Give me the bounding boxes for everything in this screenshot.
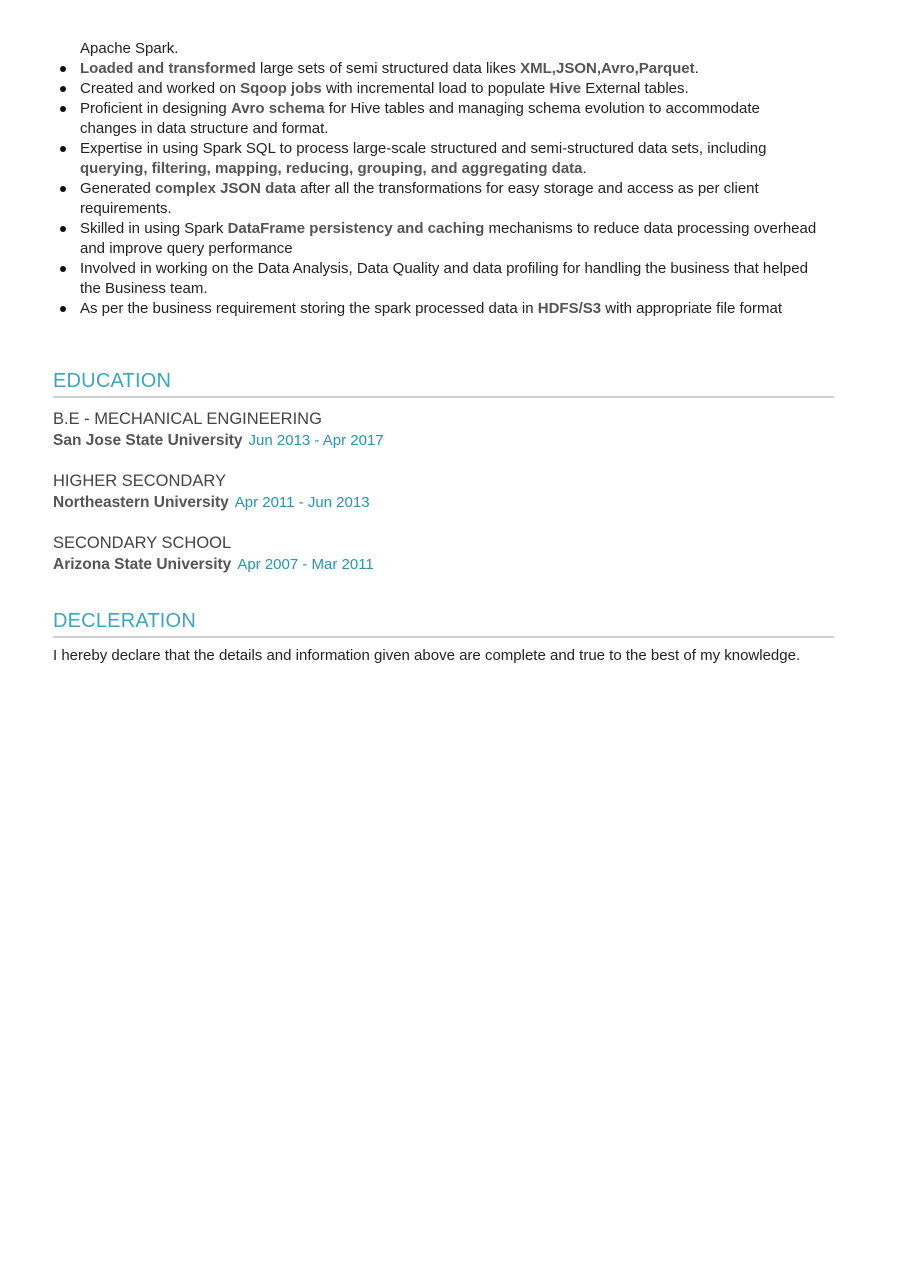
education-entry — [53, 470, 834, 514]
dates: Apr 2011 - Jun 2013 — [234, 494, 370, 511]
section-title: EDUCATION — [53, 368, 834, 398]
bullet-text: with incremental load to populate — [321, 80, 550, 97]
institution: Arizona State University — [53, 556, 232, 573]
bullet-item — [80, 139, 820, 179]
bullet-bold: Hive — [549, 80, 582, 97]
dates: Jun 2013 - Apr 2017 — [248, 432, 384, 449]
bullet-text: Expertise in using Spark SQL to process large-scale structured and semi-structured data sets, including — [80, 140, 767, 157]
bullet-item — [80, 99, 820, 139]
bullet-text: Generated — [80, 180, 156, 197]
institution: Northeastern University — [53, 494, 229, 511]
bullet-text: Proficient in designing — [80, 100, 231, 117]
education-entry — [53, 532, 834, 576]
education-entry — [53, 408, 834, 452]
declaration-section — [53, 608, 834, 666]
dates: Apr 2007 - Mar 2011 — [237, 556, 374, 573]
bullet-item — [80, 79, 820, 99]
bullet-text: As per the business requirement storing the spark processed data in — [80, 300, 538, 317]
bullet-text: large sets of semi structured data likes — [255, 60, 521, 77]
bullet-text: Apache Spark. — [80, 40, 179, 57]
bullet-item — [80, 219, 820, 259]
bullet-item — [80, 259, 820, 299]
bullet-continuation — [80, 39, 820, 59]
bullet-text: with appropriate file format — [601, 300, 783, 317]
bullet-text: External tables. — [581, 80, 689, 97]
bullet-text: Involved in working on the Data Analysis, Data Quality and data profiling for handling the business that helped the Business team. — [80, 260, 808, 297]
degree: HIGHER SECONDARY — [53, 472, 226, 490]
bullet-text: for Hive tables and managing schema evolution to accommodate changes in data structure and format. — [80, 100, 760, 137]
bullet-text: Skilled in using Spark — [80, 220, 228, 237]
bullet-bold: querying, filtering, mapping, reducing, grouping, and aggregating data — [80, 160, 583, 177]
bullet-bold: DataFrame persistency and caching — [227, 220, 485, 237]
bullet-bold: Sqoop jobs — [240, 80, 322, 97]
section-title: DECLERATION — [53, 608, 834, 638]
bullet-text: after all the transformations for easy storage and access as per client requirements. — [80, 180, 759, 217]
bullet-bold: XML,JSON,Avro,Parquet — [520, 60, 695, 77]
experience-bullets — [80, 39, 820, 319]
bullet-text: mechanisms to reduce data processing overhead and improve query performance — [80, 220, 817, 257]
bullet-text: . — [582, 160, 587, 177]
institution: San Jose State University — [53, 432, 243, 449]
bullet-item — [80, 59, 820, 79]
bullet-bold: Loaded and transformed — [80, 60, 256, 77]
bullet-bold: HDFS/S3 — [537, 300, 602, 317]
degree: B.E - MECHANICAL ENGINEERING — [53, 410, 322, 428]
bullet-item — [80, 299, 820, 319]
declaration-text: I hereby declare that the details and information given above are complete and true to the best of my knowledge. — [53, 647, 801, 664]
degree: SECONDARY SCHOOL — [53, 534, 232, 552]
bullet-bold: Avro schema — [230, 100, 325, 117]
education-section — [53, 368, 834, 576]
bullet-item — [80, 179, 820, 219]
bullet-text: Created and worked on — [80, 80, 241, 97]
bullet-text: . — [694, 60, 699, 77]
bullet-bold: complex JSON data — [155, 180, 296, 197]
